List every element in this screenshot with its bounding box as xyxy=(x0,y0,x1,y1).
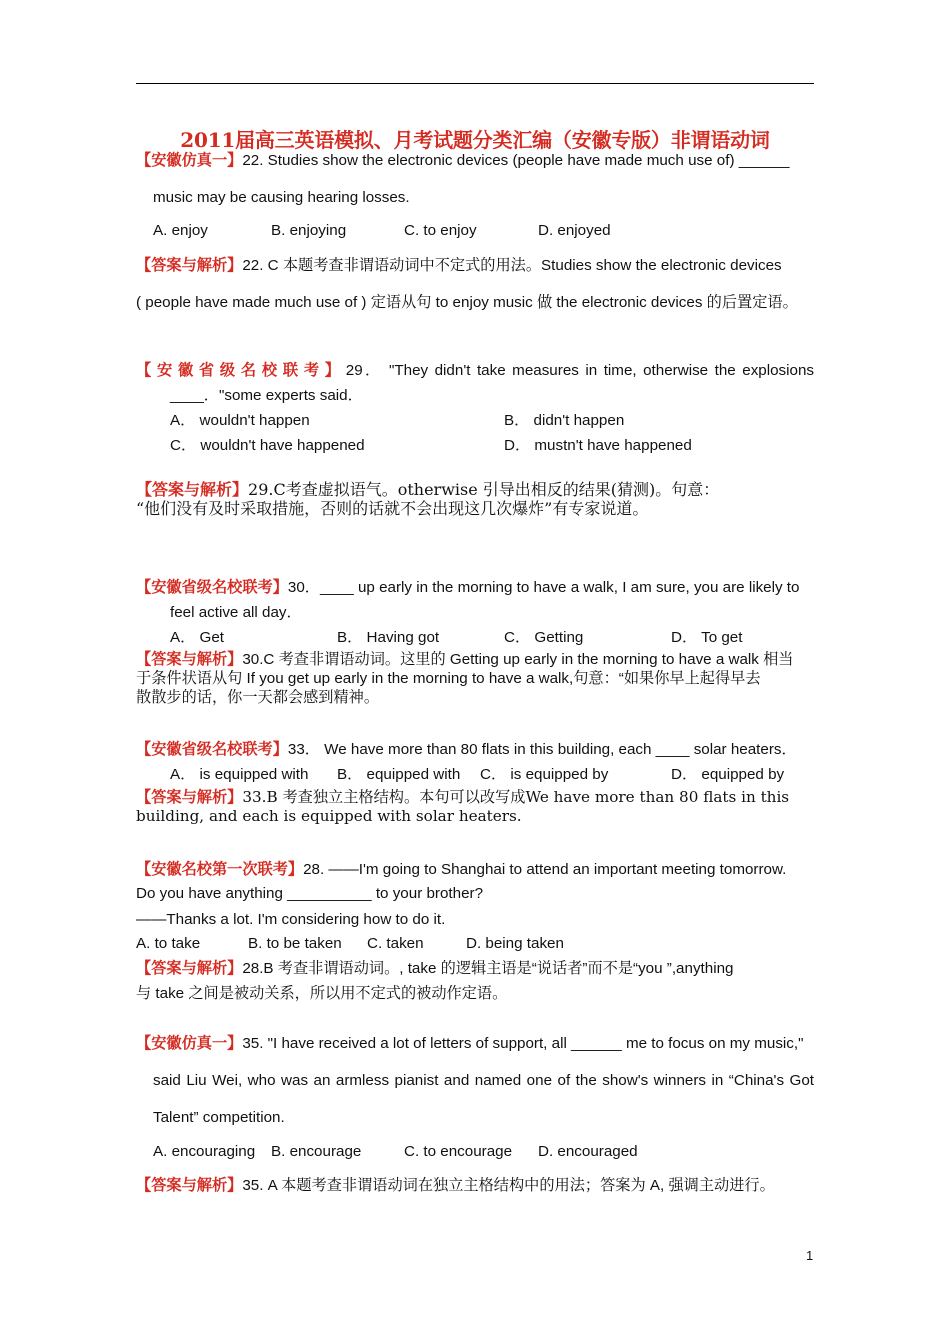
source-tag: 【安徽省级名校联考】 xyxy=(136,362,346,379)
option-b: B． Having got xyxy=(337,629,440,646)
option-c: C. to encourage xyxy=(404,1143,513,1160)
answer-text: 28.B 考查非谓语动词。, take 的逻辑主语是“说话者”而不是“you ”,anything xyxy=(242,960,734,977)
question-30-stem xyxy=(136,578,799,598)
question-28-stem xyxy=(136,860,786,880)
answer-text: 于条件状语从句 If you get up early in the morning to have a walk,句意：“如果你早上起得早去 xyxy=(136,670,761,687)
question-text: Do you have anything __________ to your brother? xyxy=(136,885,484,902)
answer-29 xyxy=(136,480,719,500)
page-title: 2011届高三英语模拟、月考试题分类汇编（安徽专版）非谓语动词 xyxy=(180,128,770,152)
header-rule xyxy=(136,83,814,84)
option-d: D. being taken xyxy=(466,935,564,952)
option-c: C． is equipped by xyxy=(480,766,609,783)
source-tag: 【安徽省级名校联考】 xyxy=(136,741,288,758)
question-text: 28. ——I'm going to Shanghai to attend an important meeting tomorrow. xyxy=(303,861,787,878)
answer-text: 散散步的话，你一天都会感到精神。 xyxy=(136,689,379,706)
option-d: D． To get xyxy=(671,629,743,646)
answer-35 xyxy=(136,1176,775,1196)
source-tag: 【安徽省级名校联考】 xyxy=(136,579,288,596)
option-c: C． Getting xyxy=(504,629,584,646)
option-b: B. encourage xyxy=(271,1143,362,1160)
option-d: D. enjoyed xyxy=(538,222,611,239)
option-c: C． wouldn't have happened xyxy=(170,437,365,454)
answer-text: building, and each is equipped with solar heaters. xyxy=(136,807,522,825)
answer-tag: 【答案与解析】 xyxy=(136,651,243,668)
option-a: A. to take xyxy=(136,935,201,952)
question-text: feel active all day． xyxy=(170,604,302,621)
question-22-stem xyxy=(136,151,789,171)
answer-33 xyxy=(136,787,789,807)
option-c: C. taken xyxy=(367,935,424,952)
answer-30 xyxy=(136,650,793,670)
question-text: 30．____ up early in the morning to have a walk, I am sure, you are likely to xyxy=(287,579,800,596)
answer-text: 与 take 之间是被动关系，所以用不定式的被动作定语。 xyxy=(136,985,508,1002)
option-a: A. enjoy xyxy=(153,222,208,239)
answer-text: ( people have made much use of ) 定语从句 to enjoy music 做 the electronic devices 的后置定语。 xyxy=(136,294,798,311)
answer-text: 29.C考查虚拟语气。otherwise 引导出相反的结果(猜测)。句意： xyxy=(248,480,720,499)
page-number: 1 xyxy=(806,1248,814,1263)
question-text: music may be causing hearing losses. xyxy=(153,189,410,206)
source-tag: 【安徽仿真一】 xyxy=(136,1035,243,1052)
answer-28 xyxy=(136,959,733,979)
question-text: said Liu Wei, who was an armless pianist and named one of the show's winners in “China's Got xyxy=(153,1072,814,1089)
source-tag: 【安徽名校第一次联考】 xyxy=(136,861,304,878)
option-b: B． didn't happen xyxy=(504,412,625,429)
option-c: C. to enjoy xyxy=(404,222,477,239)
answer-tag: 【答案与解析】 xyxy=(136,788,243,806)
question-text: 29． "They didn't take measures in time, otherwise the explosions xyxy=(345,362,815,379)
option-b: B. enjoying xyxy=(271,222,347,239)
answer-tag: 【答案与解析】 xyxy=(136,480,249,499)
answer-text: 30.C 考查非谓语动词。这里的 Getting up early in the morning to have a walk 相当 xyxy=(242,651,794,668)
question-text: Talent” competition. xyxy=(153,1109,285,1126)
option-a: A． wouldn't happen xyxy=(170,412,310,429)
source-tag: 【安徽仿真一】 xyxy=(136,152,243,169)
question-text: 33． We have more than 80 flats in this building, each ____ solar heaters． xyxy=(287,741,797,758)
question-text: 35. "I have received a lot of letters of support, all ______ me to focus on my music," xyxy=(242,1035,804,1052)
question-text: ——Thanks a lot. I'm considering how to do it. xyxy=(136,911,446,928)
question-text: ____．"some experts said． xyxy=(170,387,363,404)
option-a: A. encouraging xyxy=(153,1143,256,1160)
option-a: A． is equipped with xyxy=(170,766,309,783)
option-b: B． equipped with xyxy=(337,766,461,783)
answer-22 xyxy=(136,256,782,276)
answer-tag: 【答案与解析】 xyxy=(136,1177,243,1194)
answer-text: 22. C 本题考查非谓语动词中不定式的用法。Studies show the electronic devices xyxy=(242,257,782,274)
question-29-stem xyxy=(136,361,814,381)
answer-text: “他们没有及时采取措施，否则的话就不会出现这几次爆炸”有专家说道。 xyxy=(136,499,649,518)
answer-tag: 【答案与解析】 xyxy=(136,960,243,977)
option-d: D． mustn't have happened xyxy=(504,437,692,454)
option-a: A． Get xyxy=(170,629,225,646)
option-d: D． equipped by xyxy=(671,766,785,783)
option-b: B. to be taken xyxy=(248,935,342,952)
question-33-stem xyxy=(136,740,797,760)
question-text: 22. Studies show the electronic devices (people have made much use of) ______ xyxy=(242,152,790,169)
answer-tag: 【答案与解析】 xyxy=(136,257,243,274)
answer-text: 35. A 本题考查非谓语动词在独立主格结构中的用法；答案为 A, 强调主动进行。 xyxy=(242,1177,775,1194)
option-d: D. encouraged xyxy=(538,1143,638,1160)
answer-text: 33.B 考查独立主格结构。本句可以改写成We have more than 80 flats in this xyxy=(242,788,790,806)
question-35-stem xyxy=(136,1034,804,1054)
